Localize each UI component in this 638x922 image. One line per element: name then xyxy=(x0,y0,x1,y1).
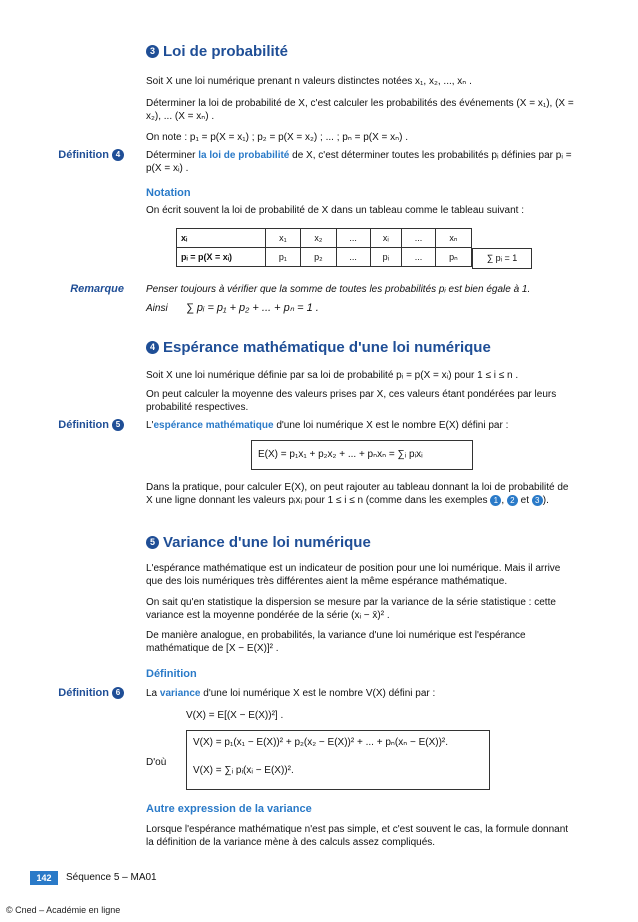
definition-number-icon: 5 xyxy=(112,419,124,431)
copyright: © Cned – Académie en ligne xyxy=(6,905,121,915)
example-2-icon: 2 xyxy=(507,495,518,506)
paragraph: On sait qu'en statistique la dispersion se mesure par la variance de la série statistique : cette variance est la moyenne pondérée de la série (xᵢ − x̄)² . xyxy=(146,597,556,621)
definition-term: variance xyxy=(159,688,201,699)
definition-6-label: Définition 6 xyxy=(40,687,124,699)
remarque-text: Penser toujours à vérifier que la somme de toutes les probabilités pᵢ est bien égale à 1. xyxy=(146,284,531,295)
table-cell: pᵢ xyxy=(370,248,402,267)
remarque-formula: ∑ pᵢ = p₁ + p₂ + ... + pₙ = 1 . xyxy=(186,302,319,314)
definition-term: espérance mathématique xyxy=(153,420,274,431)
table-cell: x₁ xyxy=(266,229,301,248)
variance-formula-definition: V(X) = E[(X − E(X))²] . xyxy=(186,710,284,721)
paragraph: Dans la pratique, pour calculer E(X), on peut rajouter au tableau donnant la loi de probabilité de X une ligne donnant les valeurs pᵢxᵢ pour 1 ≤ i ≤ n (comme dans les exemples 1 , 2 et 3 ). xyxy=(146,482,569,506)
section-number-icon: 4 xyxy=(146,341,159,354)
example-3-icon: 3 xyxy=(532,495,543,506)
section-4-title xyxy=(146,339,491,356)
table-cell: xₙ xyxy=(435,229,471,248)
definition-number-icon: 6 xyxy=(112,687,124,699)
paragraph: L'espérance mathématique est un indicateur de position pour une loi numérique. Mais il arrive que des lois numériques très différentes aient la même espérance mathématique. xyxy=(146,563,561,587)
table-cell: ... xyxy=(402,248,436,267)
dou-label: D'où xyxy=(146,757,167,768)
table-cell: x₂ xyxy=(300,229,336,248)
section-title-text: Espérance mathématique d'une loi numérique xyxy=(163,339,491,356)
table-cell: xᵢ xyxy=(177,229,266,248)
autre-expression-title: Autre expression de la variance xyxy=(146,803,312,815)
paragraph: On peut calculer la moyenne des valeurs prises par X, ces valeurs étant pondérées par leurs probabilité respectives. xyxy=(146,389,557,413)
paragraph: Soit X une loi numérique définie par sa loi de probabilité pᵢ = p(X = xᵢ) pour 1 ≤ i ≤ n . xyxy=(146,370,519,381)
table-cell: p₂ xyxy=(300,248,336,267)
table-cell: ... xyxy=(402,229,436,248)
sum-box: ∑ pᵢ = 1 xyxy=(472,248,532,269)
section-title-text: Loi de probabilité xyxy=(163,43,289,60)
definition-4-text: Déterminer la loi de probabilité de X, c'est déterminer toutes les probabilités pᵢ définies par pᵢ = p(X = xᵢ) . xyxy=(146,150,572,174)
remarque-label: Remarque xyxy=(70,283,124,295)
definition-number-icon: 4 xyxy=(112,149,124,161)
notation-text: On écrit souvent la loi de probabilité de X dans un tableau comme le tableau suivant : xyxy=(146,205,525,216)
definition-subtitle: Définition xyxy=(146,668,197,680)
definition-5-text: L'espérance mathématique d'une loi numérique X est le nombre E(X) défini par : xyxy=(146,420,509,431)
table-row xyxy=(177,229,472,248)
table-cell: pᵢ = p(X = xᵢ) xyxy=(177,248,266,267)
paragraph: Déterminer la loi de probabilité de X, c'est calculer les probabilités des événements (X = x₁), (X = x₂), ... (X = xₙ) . xyxy=(146,98,574,122)
section-number-icon: 5 xyxy=(146,536,159,549)
definition-4-label: Définition 4 xyxy=(40,149,124,161)
table-cell: ... xyxy=(336,248,370,267)
section-number-icon: 3 xyxy=(146,45,159,58)
section-5-title xyxy=(146,534,371,551)
paragraph: On note : p₁ = p(X = x₁) ; p₂ = p(X = x₂) ; ... ; pₙ = p(X = xₙ) . xyxy=(146,132,409,143)
ainsi-label: Ainsi xyxy=(146,303,168,314)
variance-formula-expanded: V(X) = p₁(x₁ − E(X))² + p₂(x₂ − E(X))² + ... + pₙ(xₙ − E(X))². xyxy=(193,737,449,748)
definition-6-text: La variance d'une loi numérique X est le nombre V(X) défini par : xyxy=(146,688,436,699)
paragraph: De manière analogue, en probabilités, la variance d'une loi numérique est l'espérance mathématique de [X − E(X)]² . xyxy=(146,630,526,654)
definition-5-label: Définition 5 xyxy=(40,419,124,431)
notation-title: Notation xyxy=(146,187,191,199)
table-row xyxy=(177,248,472,267)
table-cell: ... xyxy=(336,229,370,248)
page-number: 142 xyxy=(30,871,58,885)
table-cell: pₙ xyxy=(435,248,471,267)
section-title-text: Variance d'une loi numérique xyxy=(163,534,371,551)
sequence-label: Séquence 5 – MA01 xyxy=(66,872,157,883)
paragraph: Lorsque l'espérance mathématique n'est pas simple, et c'est souvent le cas, la formule donnant la définition de la variance mène à des calculs assez compliqués. xyxy=(146,824,569,848)
paragraph: Soit X une loi numérique prenant n valeurs distinctes notées x₁, x₂, ..., xₙ . xyxy=(146,76,472,87)
esperance-formula: E(X) = p₁x₁ + p₂x₂ + ... + pₙxₙ = ∑ᵢ pᵢxᵢ xyxy=(251,440,473,470)
probability-table xyxy=(176,228,472,267)
definition-term: la loi de probabilité xyxy=(198,150,290,161)
variance-formula-sum: V(X) = ∑ᵢ pᵢ(xᵢ − E(X))². xyxy=(193,765,294,776)
table-cell: p₁ xyxy=(266,248,301,267)
variance-formula-box xyxy=(186,730,490,790)
table-cell: xᵢ xyxy=(370,229,402,248)
example-1-icon: 1 xyxy=(490,495,501,506)
section-3-title xyxy=(146,43,288,60)
